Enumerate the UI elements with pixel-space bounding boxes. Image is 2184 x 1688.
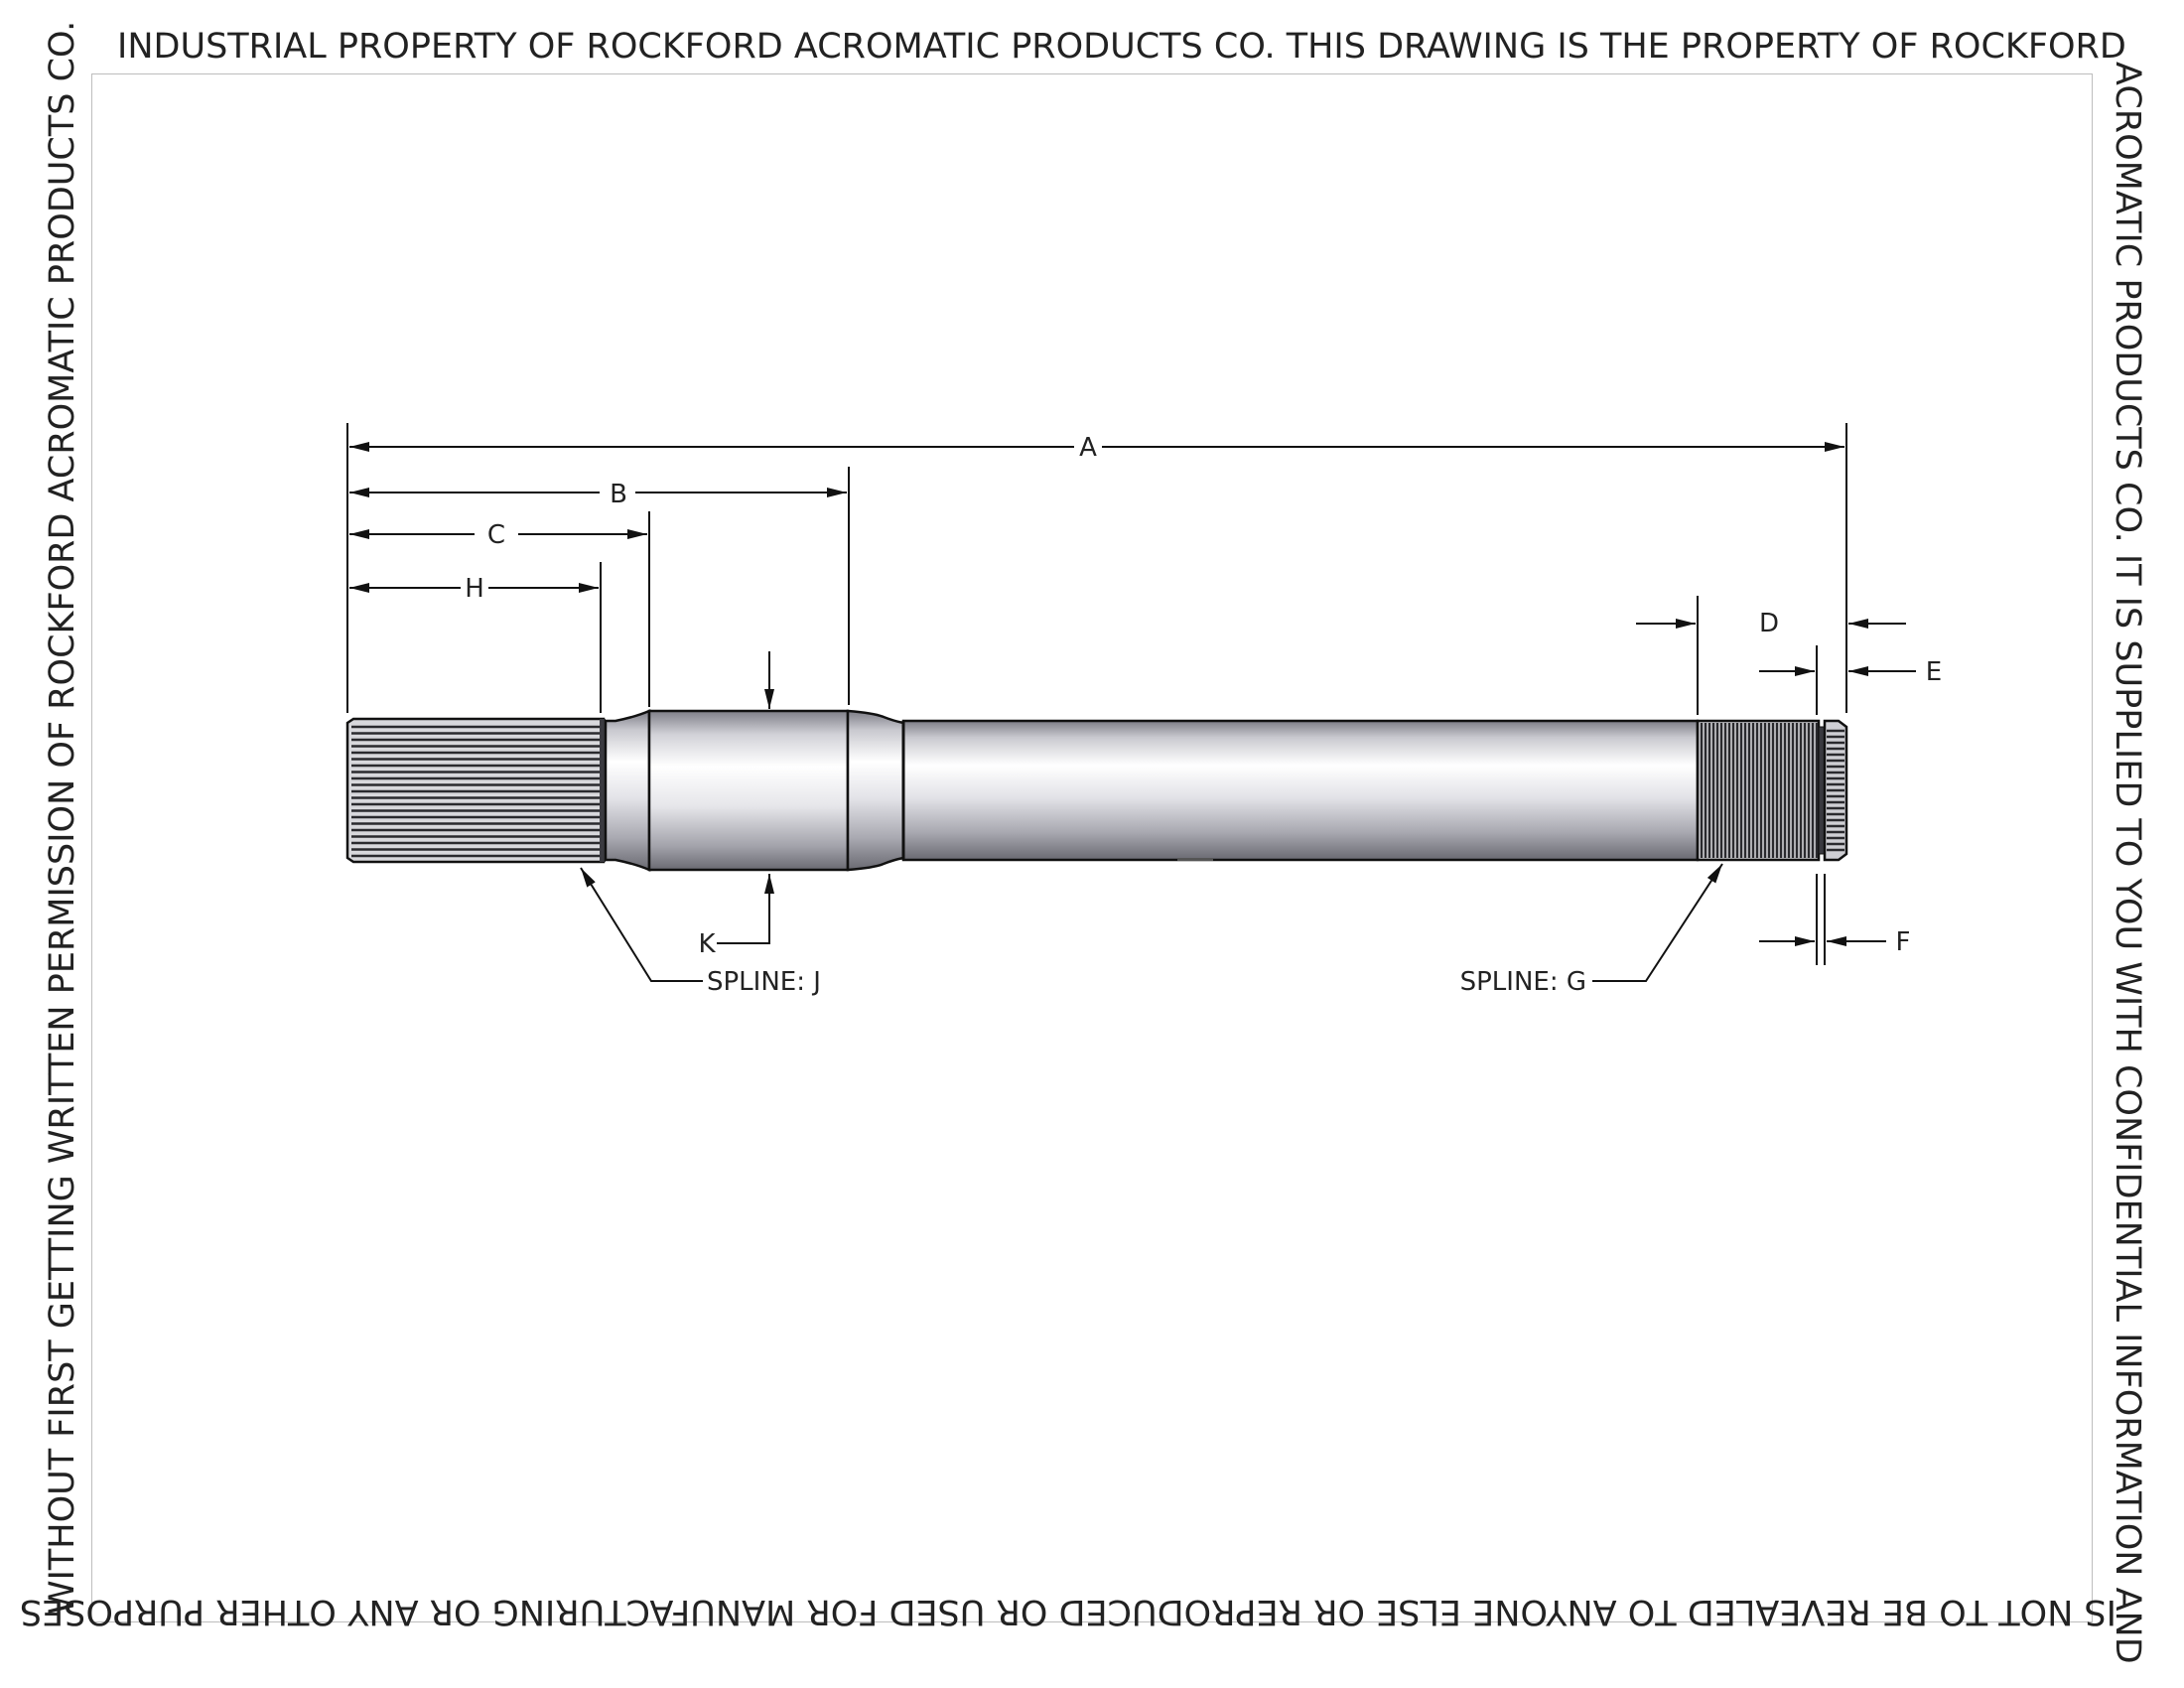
label-d: D bbox=[1758, 609, 1780, 638]
label-h: H bbox=[465, 574, 484, 604]
label-a: A bbox=[1079, 433, 1097, 463]
notice-left: WITHOUT FIRST GETTING WRITTEN PERMISSION OF ROCKFORD ACROMATIC PRODUCTS CO. bbox=[43, 20, 82, 1615]
callout-spline-j: SPLINE: J bbox=[707, 967, 821, 997]
notice-right: ACROMATIC PRODUCTS CO. IT IS SUPPLIED TO YOU WITH CONFIDENTIAL INFORMATION AND bbox=[2108, 62, 2147, 1664]
end-stub-teeth bbox=[1827, 731, 1844, 850]
collar bbox=[649, 711, 848, 870]
right-end-stub bbox=[1825, 721, 1846, 860]
extension-lines bbox=[347, 423, 1846, 965]
label-e: E bbox=[1925, 657, 1943, 687]
label-k: K bbox=[698, 929, 716, 959]
main-shaft bbox=[903, 721, 1698, 860]
label-f: F bbox=[1895, 927, 1911, 957]
left-spline-teeth bbox=[351, 727, 600, 856]
label-c: C bbox=[486, 520, 506, 550]
callout-spline-g: SPLINE: G bbox=[1459, 967, 1586, 997]
dimension-lines bbox=[349, 447, 1916, 981]
collar-taper bbox=[848, 711, 903, 870]
label-b: B bbox=[610, 480, 627, 509]
left-neck bbox=[606, 711, 649, 870]
notice-bottom: IS NOT TO BE REVEALED TO ANYONE ELSE OR REPRODUCED OR USED FOR MANUFACTURING OR ANY OTHER PURPOSES bbox=[19, 1592, 2116, 1631]
right-spline bbox=[1698, 721, 1819, 860]
notice-top: INDUSTRIAL PROPERTY OF ROCKFORD ACROMATIC PRODUCTS CO. THIS DRAWING IS THE PROPERTY OF ROCKFORD bbox=[117, 27, 2126, 67]
left-spline bbox=[347, 719, 606, 862]
shaft-body bbox=[347, 711, 1846, 870]
